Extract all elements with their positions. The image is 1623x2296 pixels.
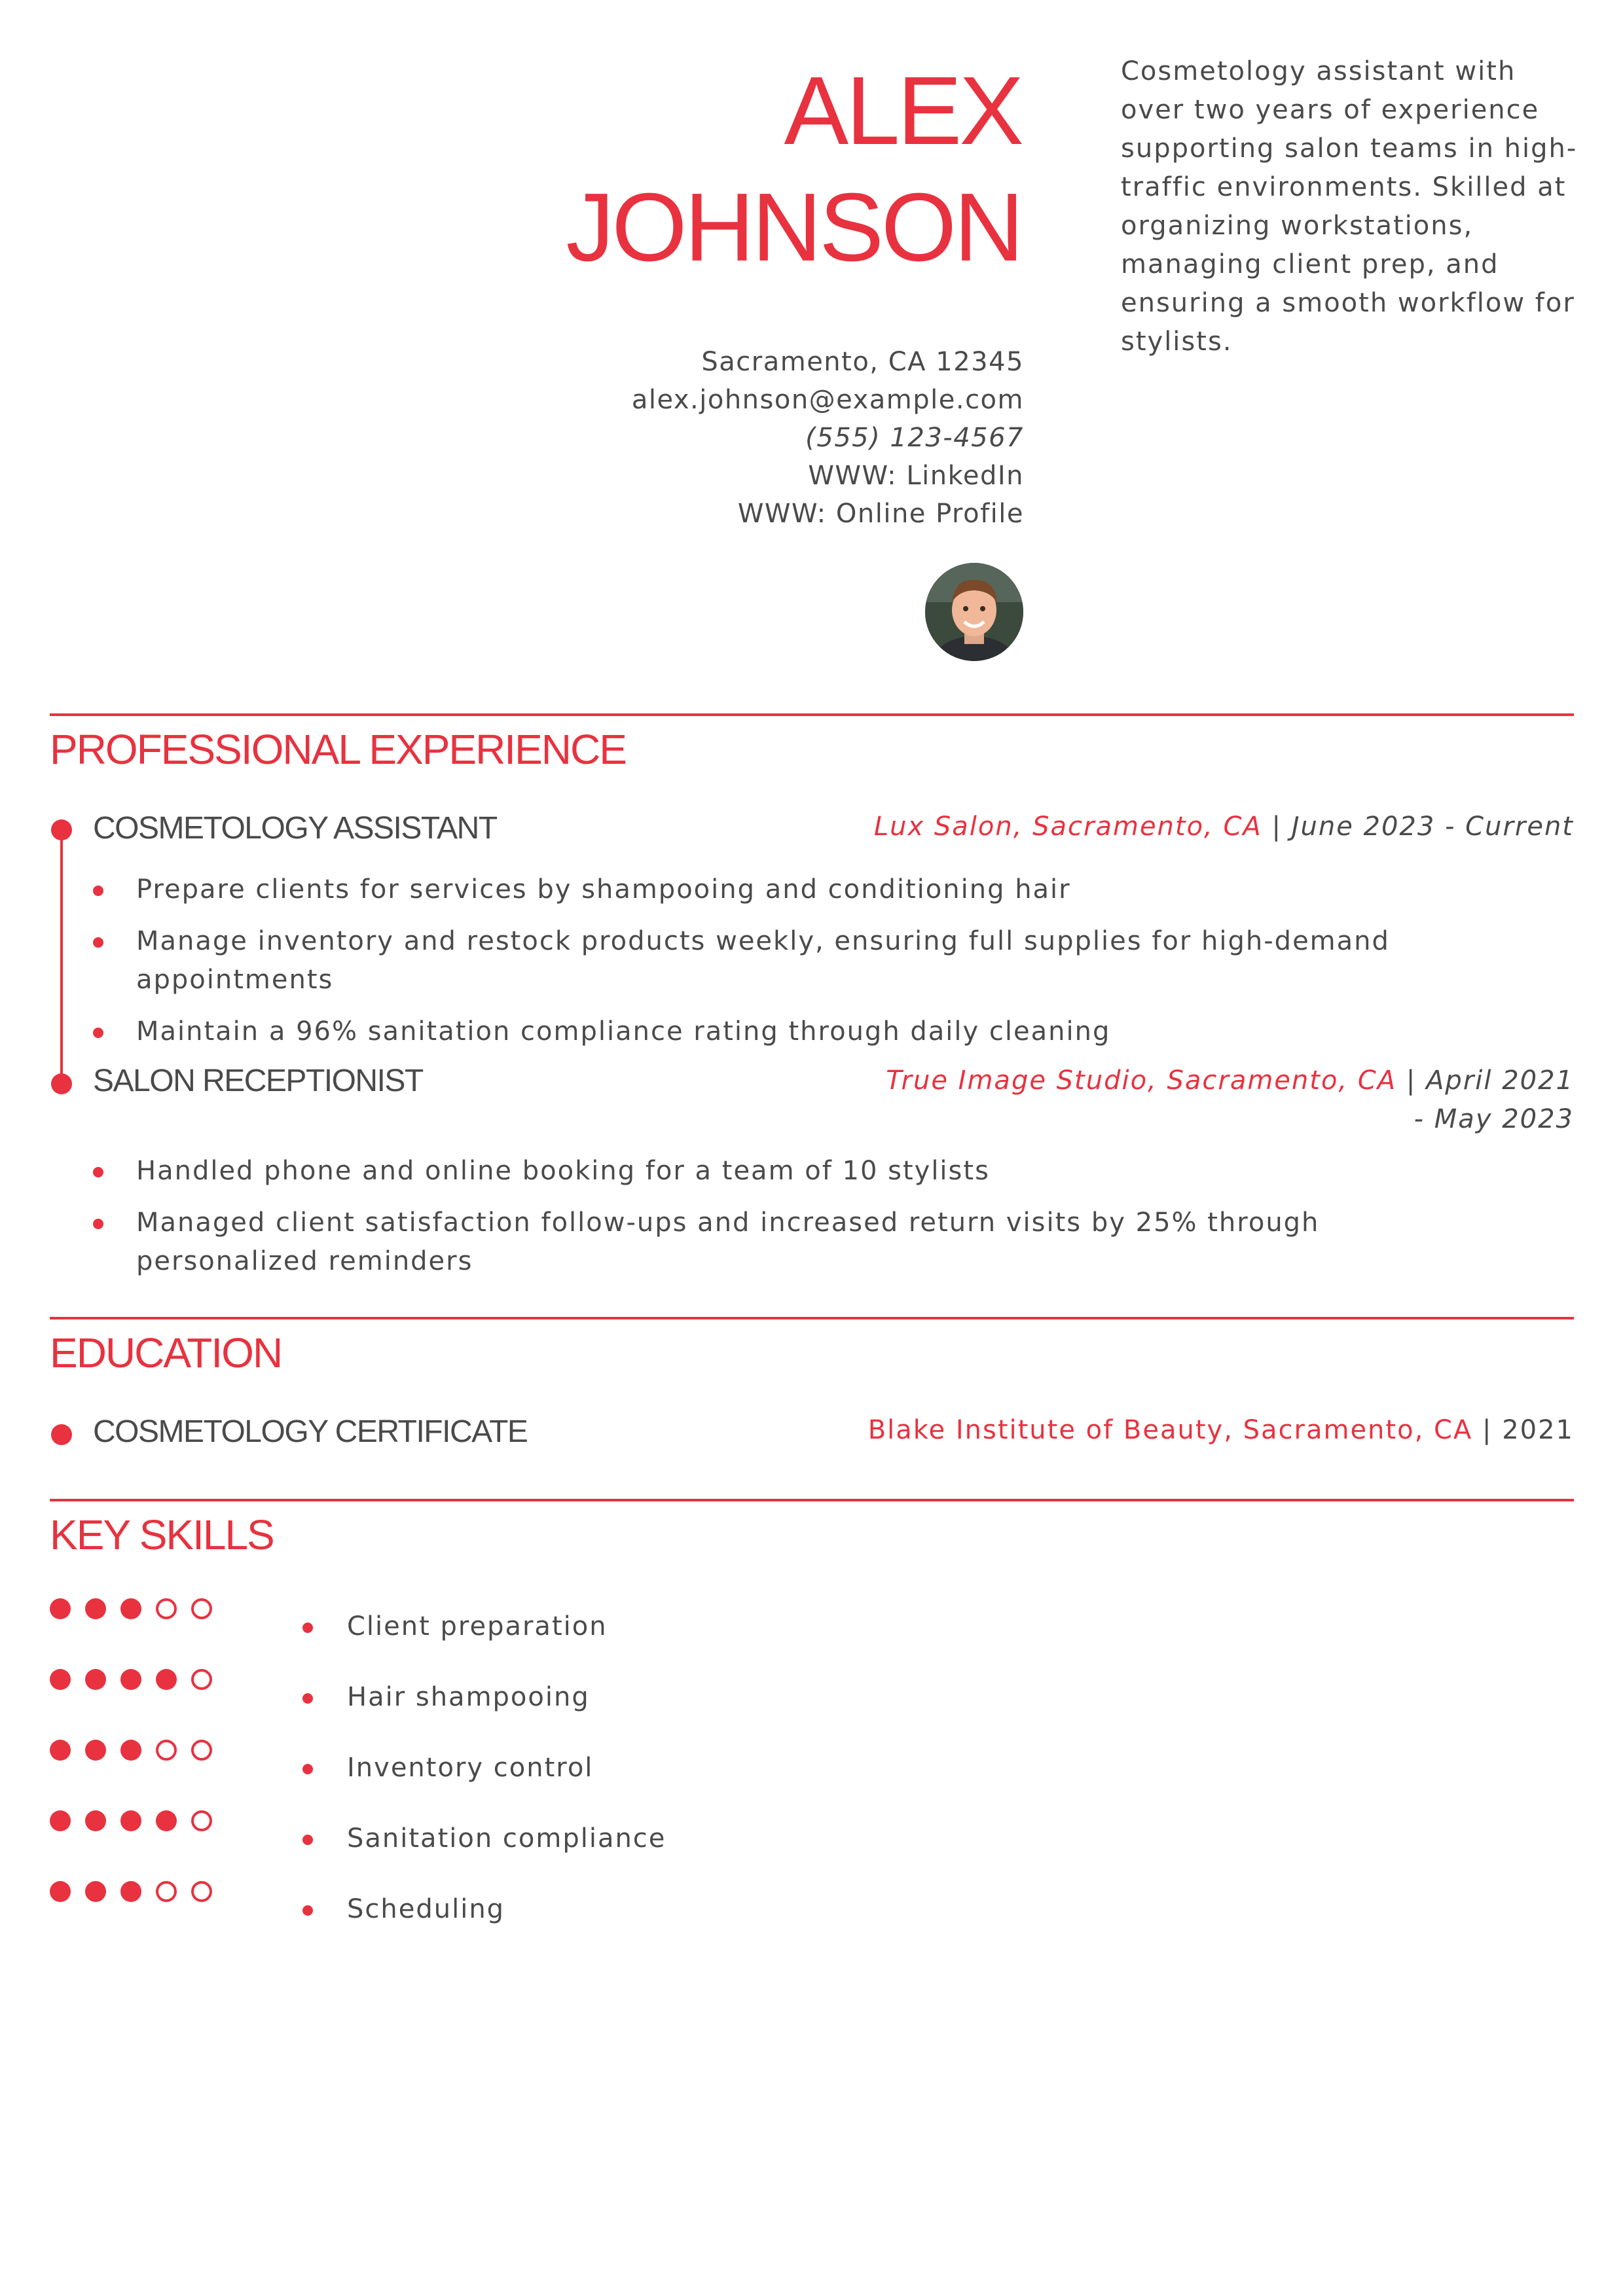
linkedin-link[interactable]: WWW: LinkedIn: [808, 461, 1024, 491]
rating-dot-empty: [156, 1881, 177, 1902]
last-name: JOHNSON: [566, 173, 1021, 281]
skill-rating: [50, 1669, 212, 1690]
timeline-dot: [51, 819, 72, 840]
skill-name: Inventory control: [302, 1753, 593, 1783]
skill-rating: [50, 1740, 212, 1761]
job-dates: April 2021 - May 2023: [1413, 1066, 1574, 1134]
avatar: [925, 563, 1023, 661]
skill-rating: [50, 1881, 212, 1902]
rating-dot-filled: [50, 1740, 71, 1761]
rating-dot-filled: [85, 1810, 106, 1831]
degree-title: COSMETOLOGY CERTIFICATE: [93, 1414, 528, 1449]
address: Sacramento, CA 12345: [701, 347, 1024, 377]
rating-dot-filled: [120, 1881, 141, 1902]
rating-dot-filled: [50, 1598, 71, 1619]
rating-dot-empty: [191, 1881, 212, 1902]
rating-dot-filled: [120, 1598, 141, 1619]
education-meta: [868, 1411, 1574, 1450]
meta-separator: |: [1472, 1415, 1503, 1445]
rating-dot-empty: [156, 1740, 177, 1761]
rating-dot-filled: [50, 1881, 71, 1902]
list-item: Manage inventory and restock products weekly, ensuring full supplies for high-demand appointments: [93, 922, 1566, 999]
rating-dot-filled: [85, 1669, 106, 1690]
skill-rating: [50, 1598, 212, 1619]
timeline-dot: [51, 1073, 72, 1094]
online-profile-link[interactable]: WWW: Online Profile: [737, 499, 1024, 529]
rating-dot-filled: [85, 1740, 106, 1761]
rating-dot-filled: [85, 1881, 106, 1902]
email-link[interactable]: alex.johnson@example.com: [631, 385, 1024, 415]
job-company: Lux Salon, Sacramento, CA: [873, 812, 1262, 842]
list-item: Managed client satisfaction follow-ups and increased return visits by 25% through personalized reminders: [93, 1204, 1446, 1281]
job-company: True Image Studio, Sacramento, CA: [886, 1066, 1397, 1096]
job-dates: June 2023 - Current: [1291, 812, 1574, 842]
job-bullets: [93, 870, 1566, 1051]
job-meta: [874, 808, 1574, 846]
meta-separator: |: [1262, 812, 1292, 842]
rating-dot-empty: [156, 1598, 177, 1619]
person-photo-icon: [925, 563, 1023, 661]
rating-dot-filled: [50, 1669, 71, 1690]
section-divider: [50, 713, 1574, 716]
education-dot: [51, 1424, 72, 1445]
job-title: COSMETOLOGY ASSISTANT: [93, 811, 497, 846]
skill-name: Client preparation: [302, 1611, 608, 1641]
job-bullets: [93, 1152, 1566, 1281]
rating-dot-empty: [191, 1598, 212, 1619]
rating-dot-filled: [156, 1669, 177, 1690]
job-title: SALON RECEPTIONIST: [93, 1064, 423, 1098]
list-item: Handled phone and online booking for a team of 10 stylists: [93, 1152, 1566, 1191]
school-name: Blake Institute of Beauty, Sacramento, CA: [867, 1415, 1473, 1445]
rating-dot-filled: [120, 1740, 141, 1761]
list-item: Prepare clients for services by shampooing and conditioning hair: [93, 870, 1566, 909]
rating-dot-filled: [120, 1669, 141, 1690]
rating-dot-filled: [120, 1810, 141, 1831]
section-title-education: EDUCATION: [50, 1329, 282, 1376]
skill-rating: [50, 1810, 212, 1831]
skill-name: Scheduling: [302, 1894, 505, 1924]
list-item: Maintain a 96% sanitation compliance rating through daily cleaning: [93, 1013, 1566, 1051]
summary: Cosmetology assistant with over two years of experience supporting salon teams in high-traffic environments. Skilled at organizing workstations, managing client prep, and ensuring a smooth workflow for stylists.: [1121, 56, 1578, 357]
skill-name: Sanitation compliance: [302, 1823, 666, 1854]
section-title-experience: PROFESSIONAL EXPERIENCE: [50, 726, 626, 773]
meta-separator: |: [1396, 1066, 1427, 1096]
rating-dot-filled: [85, 1598, 106, 1619]
section-title-skills: KEY SKILLS: [50, 1511, 274, 1558]
timeline-line: [60, 830, 63, 1084]
job-meta: [867, 1062, 1574, 1139]
contact-block: [632, 343, 1024, 533]
section-divider: [50, 1499, 1574, 1501]
rating-dot-filled: [50, 1810, 71, 1831]
rating-dot-empty: [191, 1740, 212, 1761]
rating-dot-empty: [191, 1669, 212, 1690]
rating-dot-empty: [191, 1810, 212, 1831]
graduation-year: 2021: [1502, 1415, 1574, 1445]
phone: (555) 123-4567: [805, 423, 1024, 453]
rating-dot-filled: [156, 1810, 177, 1831]
section-divider: [50, 1317, 1574, 1319]
first-name: ALEX: [784, 57, 1021, 165]
skill-name: Hair shampooing: [302, 1682, 590, 1712]
